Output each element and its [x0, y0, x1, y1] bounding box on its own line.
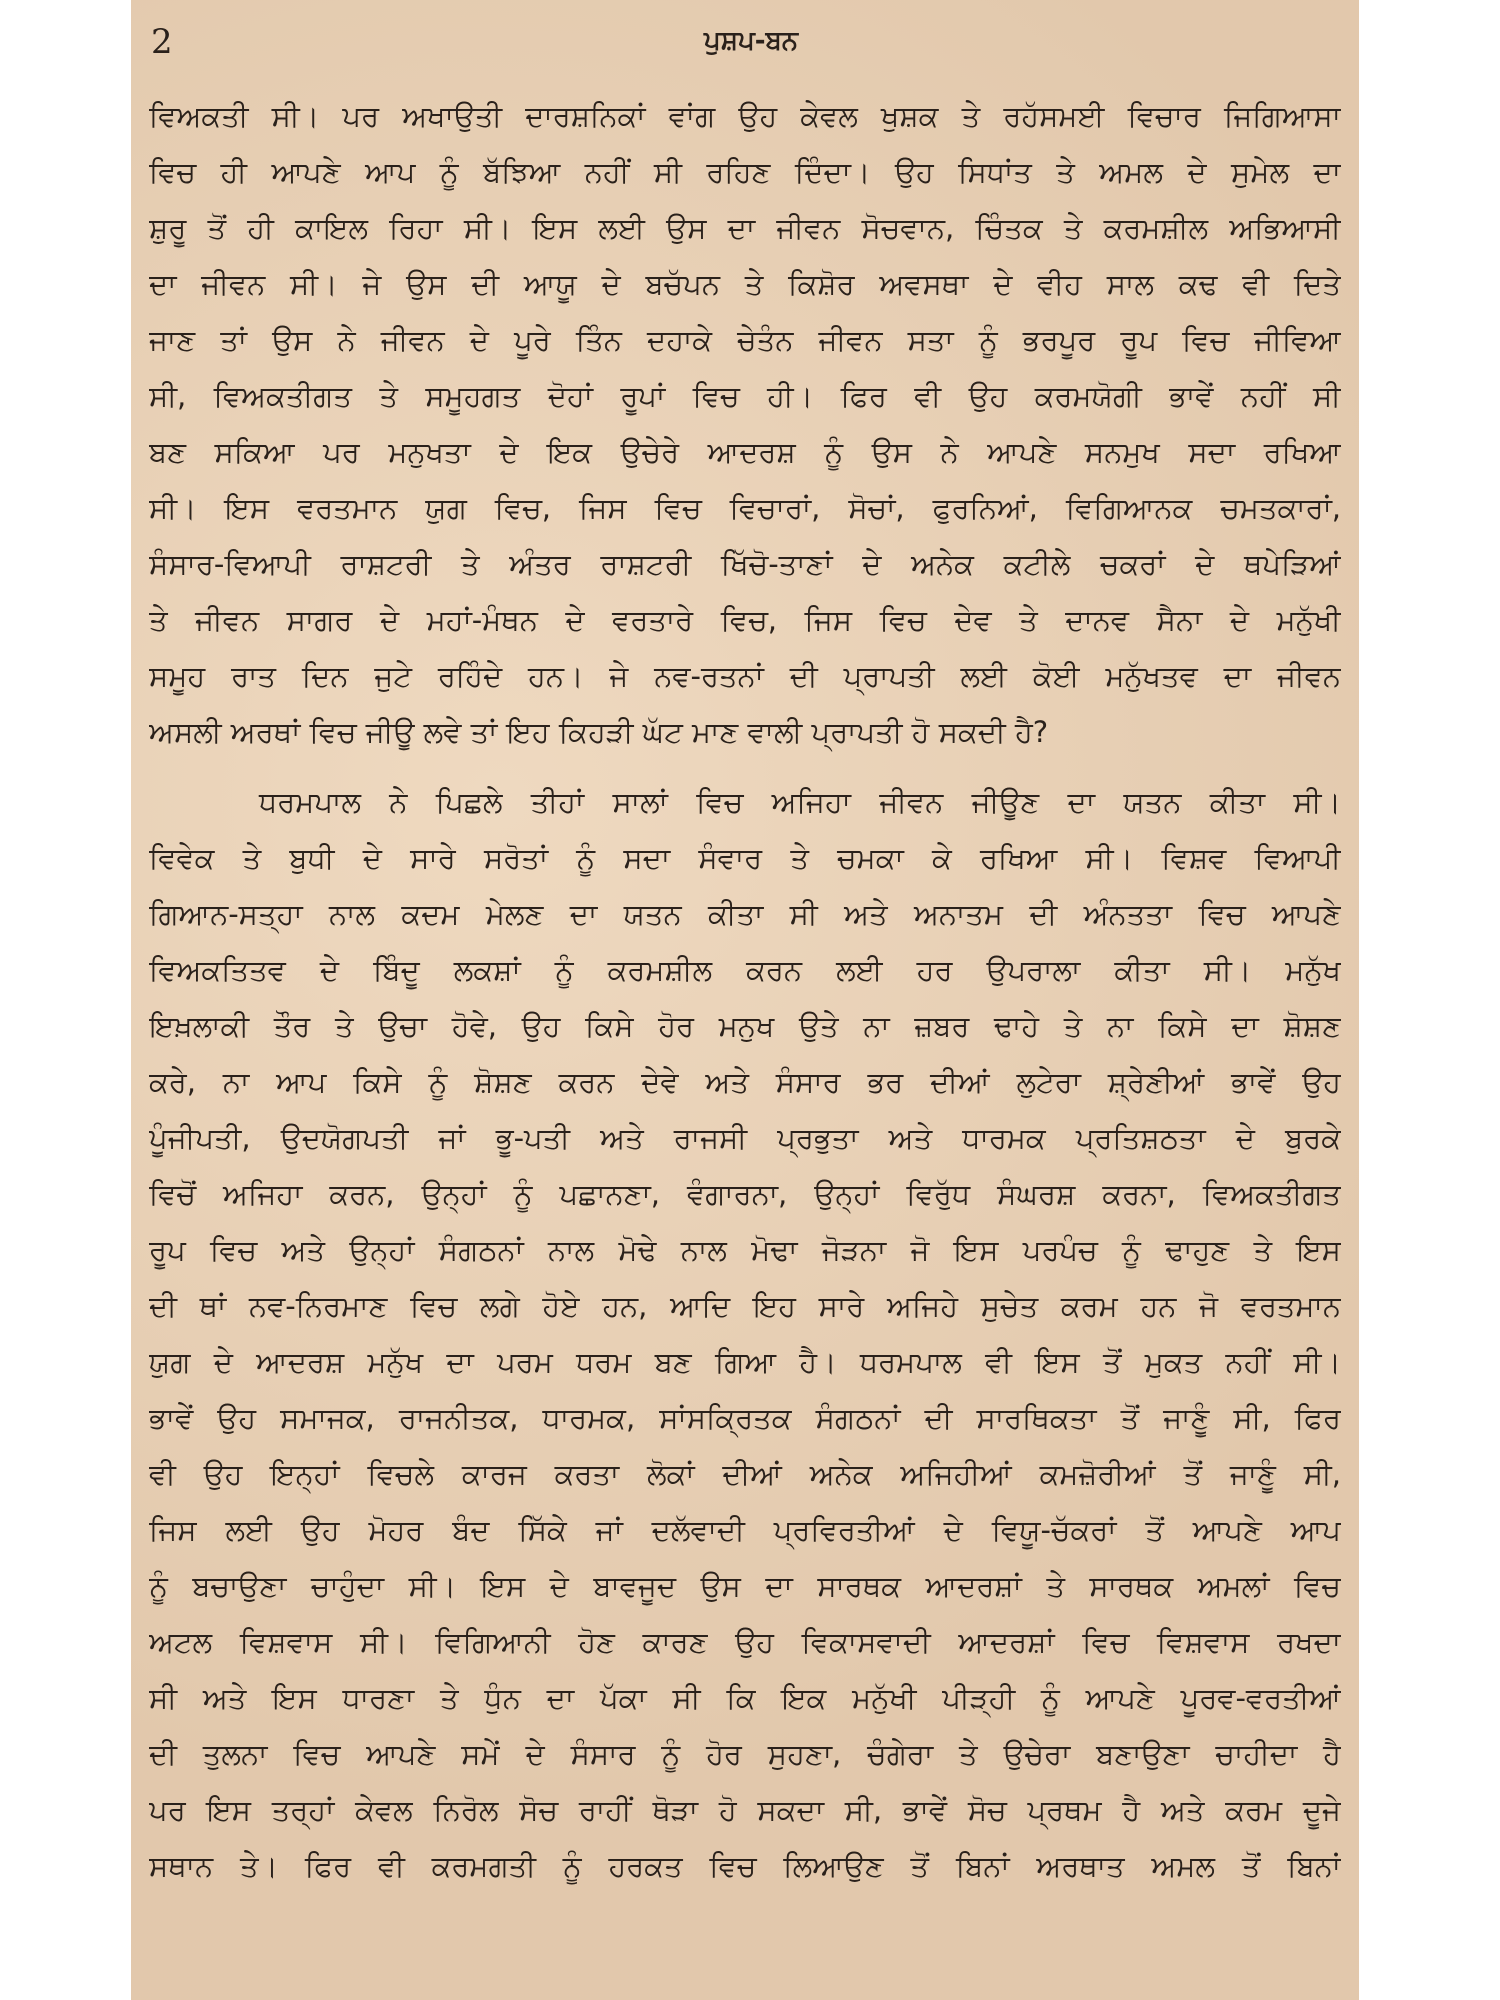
text-line: ਸੀ। ਇਸ ਵਰਤਮਾਨ ਯੁਗ ਵਿਚ, ਜਿਸ ਵਿਚ ਵਿਚਾਰਾਂ, ਸੋਚਾਂ, ਫੁਰਨਿਆਂ, ਵਿਗਿਆਨਕ ਚਮਤਕਾਰਾਂ, — [149, 491, 1341, 525]
book-page — [131, 0, 1359, 2000]
text-line: ਵਿਅਕਤੀ ਸੀ। ਪਰ ਅਖਾਉਤੀ ਦਾਰਸ਼ਨਿਕਾਂ ਵਾਂਗ ਉਹ ਕੇਵਲ ਖੁਸ਼ਕ ਤੇ ਰਹੱਸਮਈ ਵਿਚਾਰ ਜਿਗਿਆਸਾ — [149, 99, 1341, 133]
text-line: ਕਰੇ, ਨਾ ਆਪ ਕਿਸੇ ਨੂੰ ਸ਼ੋਸ਼ਣ ਕਰਨ ਦੇਵੇ ਅਤੇ ਸੰਸਾਰ ਭਰ ਦੀਆਂ ਲੁਟੇਰਾ ਸ਼੍ਰੇਣੀਆਂ ਭਾਵੇਂ ਉਹ — [149, 1065, 1341, 1099]
body-text — [149, 88, 1341, 1894]
text-line: ਯੁਗ ਦੇ ਆਦਰਸ਼ ਮਨੁੱਖ ਦਾ ਪਰਮ ਧਰਮ ਬਣ ਗਿਆ ਹੈ। ਧਰਮਪਾਲ ਵੀ ਇਸ ਤੋਂ ਮੁਕਤ ਨਹੀਂ ਸੀ। — [149, 1345, 1341, 1379]
page-number: 2 — [151, 22, 173, 62]
text-line: ਰੂਪ ਵਿਚ ਅਤੇ ਉਨ੍ਹਾਂ ਸੰਗਠਨਾਂ ਨਾਲ ਮੋਢੇ ਨਾਲ ਮੋਢਾ ਜੋੜਨਾ ਜੋ ਇਸ ਪਰਪੰਚ ਨੂੰ ਢਾਹੁਣ ਤੇ ਇਸ — [149, 1233, 1341, 1267]
text-line: ਵਿਵੇਕ ਤੇ ਬੁਧੀ ਦੇ ਸਾਰੇ ਸਰੋਤਾਂ ਨੂੰ ਸਦਾ ਸੰਵਾਰ ਤੇ ਚਮਕਾ ਕੇ ਰਖਿਆ ਸੀ। ਵਿਸ਼ਵ ਵਿਆਪੀ — [149, 841, 1341, 875]
paragraph-spacer — [149, 760, 1341, 774]
text-line: ਪੂੰਜੀਪਤੀ, ਉਦਯੋਗਪਤੀ ਜਾਂ ਭੂ-ਪਤੀ ਅਤੇ ਰਾਜਸੀ ਪ੍ਰਭੁਤਾ ਅਤੇ ਧਾਰਮਕ ਪ੍ਰਤਿਸ਼ਠਤਾ ਦੇ ਬੁਰਕੇ — [149, 1121, 1341, 1155]
text-line: ਭਾਵੇਂ ਉਹ ਸਮਾਜਕ, ਰਾਜਨੀਤਕ, ਧਾਰਮਕ, ਸਾਂਸਕ੍ਰਿਤਕ ਸੰਗਠਨਾਂ ਦੀ ਸਾਰਥਿਕਤਾ ਤੋਂ ਜਾਣੂੰ ਸੀ, ਫਿਰ — [149, 1401, 1341, 1435]
text-line: ਸਮੂਹ ਰਾਤ ਦਿਨ ਜੁਟੇ ਰਹਿੰਦੇ ਹਨ। ਜੇ ਨਵ-ਰਤਨਾਂ ਦੀ ਪ੍ਰਾਪਤੀ ਲਈ ਕੋਈ ਮਨੁੱਖਤਵ ਦਾ ਜੀਵਨ — [149, 659, 1341, 693]
text-line: ਵਿਅਕਤਿਤਵ ਦੇ ਬਿੰਦੂ ਲਕਸ਼ਾਂ ਨੂੰ ਕਰਮਸ਼ੀਲ ਕਰਨ ਲਈ ਹਰ ਉਪਰਾਲਾ ਕੀਤਾ ਸੀ। ਮਨੁੱਖ — [149, 953, 1341, 987]
text-line: ਵਿਚੋਂ ਅਜਿਹਾ ਕਰਨ, ਉਨ੍ਹਾਂ ਨੂੰ ਪਛਾਨਣਾ, ਵੰਗਾਰਨਾ, ਉਨ੍ਹਾਂ ਵਿਰੁੱਧ ਸੰਘਰਸ਼ ਕਰਨਾ, ਵਿਅਕਤੀਗਤ — [149, 1177, 1341, 1211]
text-line: ਵੀ ਉਹ ਇਨ੍ਹਾਂ ਵਿਚਲੇ ਕਾਰਜ ਕਰਤਾ ਲੋਕਾਂ ਦੀਆਂ ਅਨੇਕ ਅਜਿਹੀਆਂ ਕਮਜ਼ੋਰੀਆਂ ਤੋਂ ਜਾਣੂੰ ਸੀ, — [149, 1457, 1341, 1491]
text-line: ਅਟਲ ਵਿਸ਼ਵਾਸ ਸੀ। ਵਿਗਿਆਨੀ ਹੋਣ ਕਾਰਣ ਉਹ ਵਿਕਾਸਵਾਦੀ ਆਦਰਸ਼ਾਂ ਵਿਚ ਵਿਸ਼ਵਾਸ ਰਖਦਾ — [149, 1625, 1341, 1659]
text-line: ਅਸਲੀ ਅਰਥਾਂ ਵਿਚ ਜੀਊ ਲਵੇ ਤਾਂ ਇਹ ਕਿਹੜੀ ਘੱਟ ਮਾਣ ਵਾਲੀ ਪ੍ਰਾਪਤੀ ਹੋ ਸਕਦੀ ਹੈ? — [149, 715, 1049, 749]
text-line: ਨੂੰ ਬਚਾਉਣਾ ਚਾਹੁੰਦਾ ਸੀ। ਇਸ ਦੇ ਬਾਵਜੂਦ ਉਸ ਦਾ ਸਾਰਥਕ ਆਦਰਸ਼ਾਂ ਤੇ ਸਾਰਥਕ ਅਮਲਾਂ ਵਿਚ — [149, 1569, 1341, 1603]
page-header — [151, 22, 1351, 72]
text-line: ਇਖ਼ਲਾਕੀ ਤੌਰ ਤੇ ਉਚਾ ਹੋਵੇ, ਉਹ ਕਿਸੇ ਹੋਰ ਮਨੁਖ ਉਤੇ ਨਾ ਜ਼ਬਰ ਢਾਹੇ ਤੇ ਨਾ ਕਿਸੇ ਦਾ ਸ਼ੋਸ਼ਣ — [149, 1009, 1341, 1043]
text-line: ਬਣ ਸਕਿਆ ਪਰ ਮਨੁਖਤਾ ਦੇ ਇਕ ਉਚੇਰੇ ਆਦਰਸ਼ ਨੂੰ ਉਸ ਨੇ ਆਪਣੇ ਸਨਮੁਖ ਸਦਾ ਰਖਿਆ — [149, 435, 1341, 469]
text-line: ਧਰਮਪਾਲ ਨੇ ਪਿਛਲੇ ਤੀਹਾਂ ਸਾਲਾਂ ਵਿਚ ਅਜਿਹਾ ਜੀਵਨ ਜੀਊਣ ਦਾ ਯਤਨ ਕੀਤਾ ਸੀ। — [259, 785, 1341, 819]
text-line: ਸ਼ੁਰੂ ਤੋਂ ਹੀ ਕਾਇਲ ਰਿਹਾ ਸੀ। ਇਸ ਲਈ ਉਸ ਦਾ ਜੀਵਨ ਸੋਚਵਾਨ, ਚਿੰਤਕ ਤੇ ਕਰਮਸ਼ੀਲ ਅਭਿਆਸੀ — [149, 211, 1341, 245]
text-line: ਸੀ ਅਤੇ ਇਸ ਧਾਰਣਾ ਤੇ ਧੁੰਨ ਦਾ ਪੱਕਾ ਸੀ ਕਿ ਇਕ ਮਨੁੱਖੀ ਪੀੜ੍ਹੀ ਨੂੰ ਆਪਣੇ ਪੂਰਵ-ਵਰਤੀਆਂ — [149, 1681, 1341, 1715]
paragraph — [149, 88, 1341, 760]
text-line: ਗਿਆਨ-ਸਤ੍ਹਾ ਨਾਲ ਕਦਮ ਮੇਲਣ ਦਾ ਯਤਨ ਕੀਤਾ ਸੀ ਅਤੇ ਅਨਾਤਮ ਦੀ ਅੰਨਤਤਾ ਵਿਚ ਆਪਣੇ — [149, 897, 1341, 931]
text-line: ਜਾਣ ਤਾਂ ਉਸ ਨੇ ਜੀਵਨ ਦੇ ਪੂਰੇ ਤਿੰਨ ਦਹਾਕੇ ਚੇਤੰਨ ਜੀਵਨ ਸਤਾ ਨੂੰ ਭਰਪੂਰ ਰੂਪ ਵਿਚ ਜੀਵਿਆ — [149, 323, 1341, 357]
text-line: ਦਾ ਜੀਵਨ ਸੀ। ਜੇ ਉਸ ਦੀ ਆਯੂ ਦੇ ਬਚੱਪਨ ਤੇ ਕਿਸ਼ੋਰ ਅਵਸਥਾ ਦੇ ਵੀਹ ਸਾਲ ਕਢ ਵੀ ਦਿਤੇ — [149, 267, 1341, 301]
text-line: ਸੀ, ਵਿਅਕਤੀਗਤ ਤੇ ਸਮੂਹਗਤ ਦੋਹਾਂ ਰੂਪਾਂ ਵਿਚ ਹੀ। ਫਿਰ ਵੀ ਉਹ ਕਰਮਯੋਗੀ ਭਾਵੇਂ ਨਹੀਂ ਸੀ — [149, 379, 1341, 413]
text-line: ਤੇ ਜੀਵਨ ਸਾਗਰ ਦੇ ਮਹਾਂ-ਮੰਥਨ ਦੇ ਵਰਤਾਰੇ ਵਿਚ, ਜਿਸ ਵਿਚ ਦੇਵ ਤੇ ਦਾਨਵ ਸੈਨਾ ਦੇ ਮਨੁੱਖੀ — [149, 603, 1341, 637]
text-line: ਜਿਸ ਲਈ ਉਹ ਮੋਹਰ ਬੰਦ ਸਿੱਕੇ ਜਾਂ ਦਲੱਵਾਦੀ ਪ੍ਰਵਿਰਤੀਆਂ ਦੇ ਵਿਯੂ-ਚੱਕਰਾਂ ਤੋਂ ਆਪਣੇ ਆਪ — [149, 1513, 1341, 1547]
running-head-title: ਪੁਸ਼ਪ-ਬਨ — [703, 26, 799, 56]
text-line: ਸੰਸਾਰ-ਵਿਆਪੀ ਰਾਸ਼ਟਰੀ ਤੇ ਅੰਤਰ ਰਾਸ਼ਟਰੀ ਖਿੱਚੋ-ਤਾਣਾਂ ਦੇ ਅਨੇਕ ਕਟੀਲੇ ਚਕਰਾਂ ਦੇ ਥਪੇੜਿਆਂ — [149, 547, 1341, 581]
text-line: ਦੀ ਤੁਲਨਾ ਵਿਚ ਆਪਣੇ ਸਮੇਂ ਦੇ ਸੰਸਾਰ ਨੂੰ ਹੋਰ ਸੁਹਣਾ, ਚੰਗੇਰਾ ਤੇ ਉਚੇਰਾ ਬਣਾਉਣਾ ਚਾਹੀਦਾ ਹੈ — [149, 1737, 1341, 1771]
text-line: ਸਥਾਨ ਤੇ। ਫਿਰ ਵੀ ਕਰਮਗਤੀ ਨੂੰ ਹਰਕਤ ਵਿਚ ਲਿਆਉਣ ਤੋਂ ਬਿਨਾਂ ਅਰਥਾਤ ਅਮਲ ਤੋਂ ਬਿਨਾਂ — [149, 1849, 1341, 1883]
text-line: ਦੀ ਥਾਂ ਨਵ-ਨਿਰਮਾਣ ਵਿਚ ਲਗੇ ਹੋਏ ਹਨ, ਆਦਿ ਇਹ ਸਾਰੇ ਅਜਿਹੇ ਸੁਚੇਤ ਕਰਮ ਹਨ ਜੋ ਵਰਤਮਾਨ — [149, 1289, 1341, 1323]
text-line: ਪਰ ਇਸ ਤਰ੍ਹਾਂ ਕੇਵਲ ਨਿਰੋਲ ਸੋਚ ਰਾਹੀਂ ਥੋੜਾ ਹੋ ਸਕਦਾ ਸੀ, ਭਾਵੇਂ ਸੋਚ ਪ੍ਰਥਮ ਹੈ ਅਤੇ ਕਰਮ ਦੂਜੇ — [149, 1793, 1341, 1827]
text-line: ਵਿਚ ਹੀ ਆਪਣੇ ਆਪ ਨੂੰ ਬੱਝਿਆ ਨਹੀਂ ਸੀ ਰਹਿਣ ਦਿੰਦਾ। ਉਹ ਸਿਧਾਂਤ ਤੇ ਅਮਲ ਦੇ ਸੁਮੇਲ ਦਾ — [149, 155, 1341, 189]
paragraph — [149, 774, 1341, 1894]
